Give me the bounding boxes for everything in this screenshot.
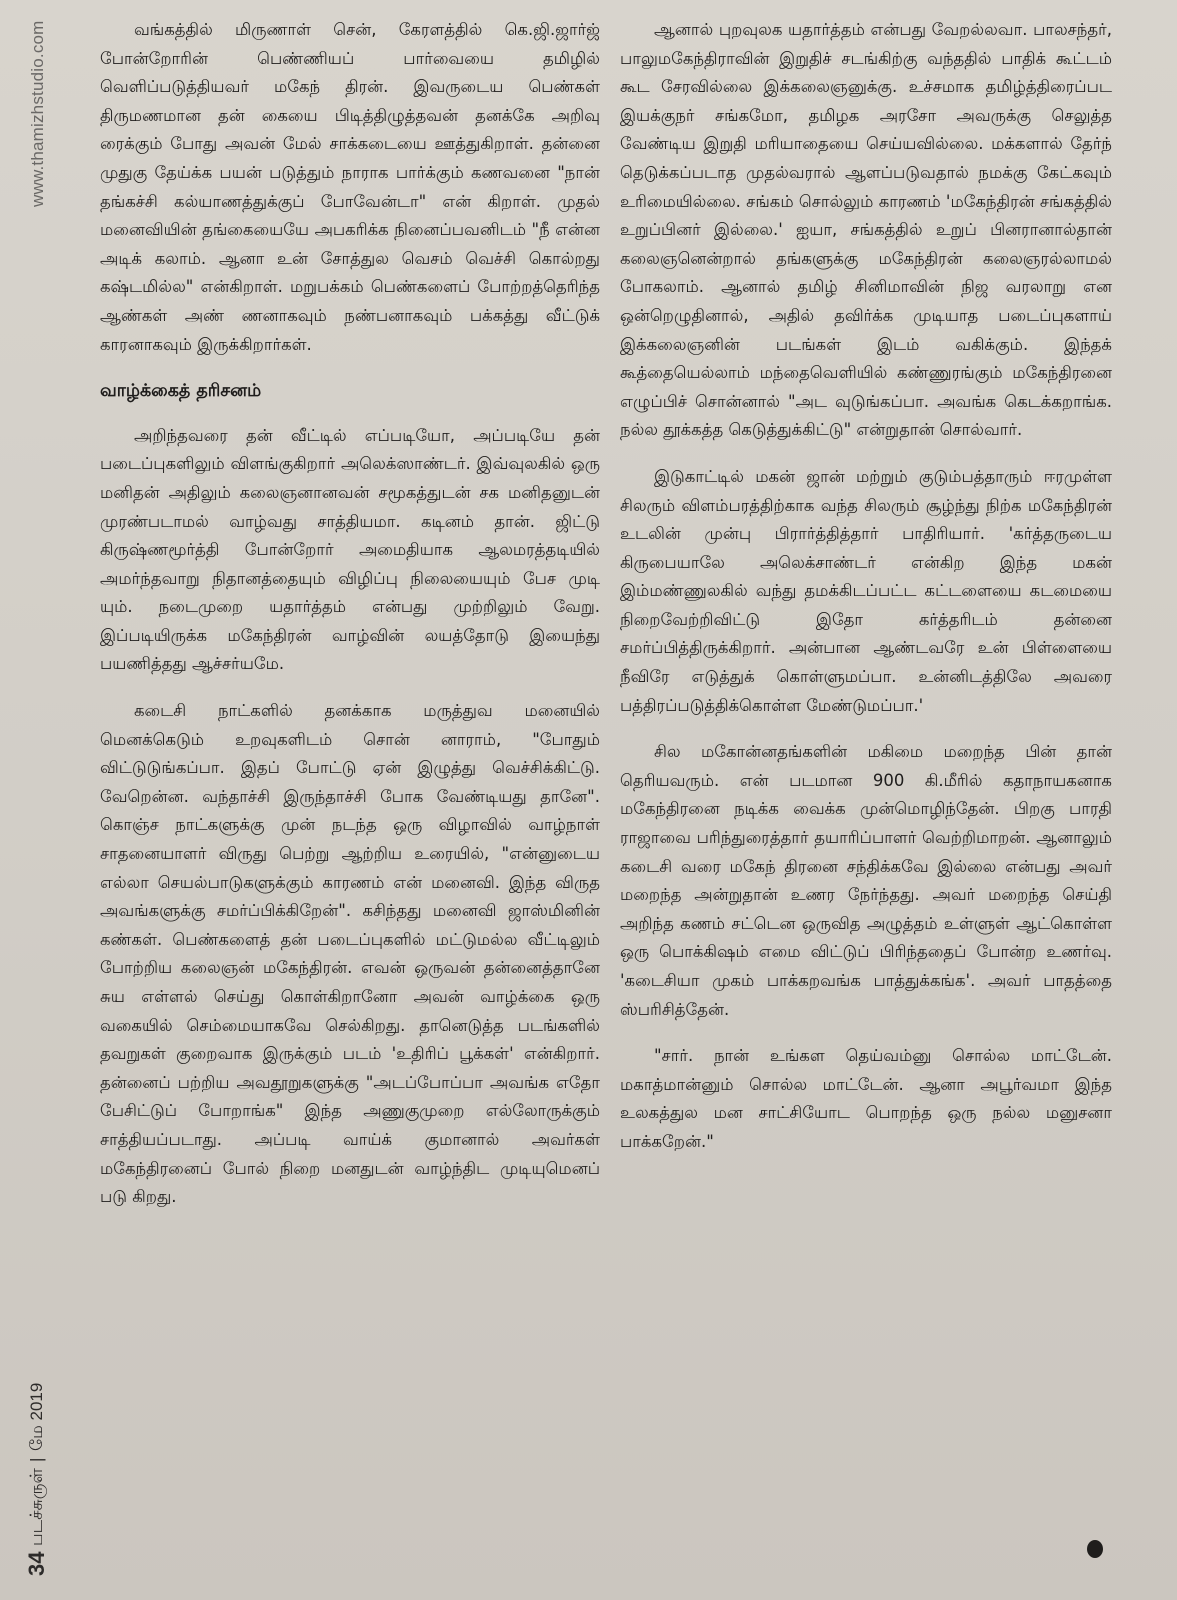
magazine-name: படச்சுருள் (27, 1467, 46, 1546)
page-footer (24, 1383, 50, 1576)
end-bullet-icon (1087, 1540, 1103, 1558)
right-paragraph-4: "சார். நான் உங்கள தெய்வம்னு சொல்ல மாட்டேன். மகாத்மான்னும் சொல்ல மாட்டேன். ஆனா அபூர்வமா இந்த உலகத்துல மன சாட்சியோட பொறந்த ஒரு நல்ல மனுசனா பாக்கறேன்." (620, 1046, 1112, 1151)
right-column (620, 16, 1112, 1572)
right-paragraph-2: இடுகாட்டில் மகன் ஜான் மற்றும் குடும்பத்தாரும் ஈரமுள்ள சிலரும் விளம்பரத்திற்காக வந்த சிலரும் சூழ்ந்து நிற்க மகேந்திரன் உடலின் முன்பு பிரார்த்தித்தார் பாதிரியார். 'கர்த்தருடைய கிருபையாலே அலெக்சாண்டர் என்கிற இந்த மகன் இம்மண்ணுலகில் வந்து தமக்கிடப்பட்ட கட்டளையை கடமையை நிறைவேற்றிவிட்டு இதோ கர்த்தரிடம் தன்னை சமர்ப்பித்திருக்கிறார். அன்பான ஆண்டவரே உன் பிள்ளையை நீவிரே எடுத்துக் கொள்ளுமப்பா. உன்னிடத்திலே அவரை பத்திரப்படுத்திக்கொள்ள மேண்டுமப்பா.' (620, 466, 1112, 715)
right-paragraph-1: ஆனால் புறவுலக யதார்த்தம் என்பது வேறல்லவா. பாலசந்தர், பாலுமகேந்திராவின் இறுதிச் சடங்கிற்கு வந்ததில் பாதிக் கூட்டம் கூட சேரவில்லை இக்கலைஞனுக்கு. உச்சமாக தமிழ்த்திரைப்பட இயக்குநர் சங்கமோ, தமிழக அரசோ அவருக்கு செலுத்த வேண்டிய இறுதி மரியாதையை செய்யவில்லை. மக்களால் தேர்ந் தெடுக்கப்படாத முதல்வரால் ஆளப்படுவதால் நமக்கு கேட்கவும் உரிமையில்லை. சங்கம் சொல்லும் காரணம் 'மகேந்திரன் சங்கத்தில் உறுப்பினர் இல்லை.' ஐயா, சங்கத்தில் உறுப் பினரானால்தான் கலைஞனென்றால் தங்களுக்கு மகேந்திரன் கலைஞரல்லாமல் போகலாம். ஆனால் தமிழ் சினிமாவின் நிஜ வரலாறு என ஒன்றெழுதினால், அதில் தவிர்க்க முடியாத படைப்புகளாய் இக்கலைஞனின் படங்கள் இடம் வகிக்கும். இந்தக் கூத்தையெல்லாம் மந்தைவெளியில் கண்ணுரங்கும் மகேந்திரனை எழுப்பிச் சொன்னால் "அட வுடுங்கப்பா. அவங்க கெடக்கறாங்க. நல்ல தூக்கத்த கெடுத்துக்கிட்டு" என்றுதான் சொல்வார். (620, 20, 1112, 440)
right-paragraph-3: சில மகோன்னதங்களின் மகிமை மறைந்த பின் தான் தெரியவரும். என் படமான 900 கி.மீரில் கதாநாயகனாக மகேந்திரனை நடிக்க வைக்க முன்மொழிந்தேன். பிறகு பாரதி ராஜாவை பரிந்துரைத்தார் தயாரிப்பாளர் வெற்றிமாறன். ஆனாலும் கடைசி வரை மகேந் திரனை சந்திக்கவே இல்லை என்பது அவர் மறைந்த அன்றுதான் உணர நேர்ந்தது. அவர் மறைந்த செய்தி அறிந்த கணம் சட்டென ஒருவித அழுத்தம் உள்ளுள் ஆட்கொள்ள ஒரு பொக்கிஷம் எமை விட்டுப் பிரிந்ததைப் போன்ற உணர்வு. 'கடைசியா முகம் பாக்கறவங்க பாத்துக்கங்க'. அவர் பாதத்தை ஸ்பரிசித்தேன். (620, 742, 1112, 1019)
left-paragraph-1: வங்கத்தில் மிருணாள் சென், கேரளத்தில் கெ.ஜி.ஜார்ஜ் போன்றோரின் பெண்ணியப் பார்வையை தமிழில் வெளிப்படுத்தியவர் மகேந் திரன். இவருடைய பெண்கள் திருமணமான தன் கையை பிடித்திழுத்தவன் தனக்கே அறிவு ரைக்கும் போது அவன் மேல் சாக்கடையை ஊத்துகிறாள். தன்னை முதுகு தேய்க்க பயன் படுத்தும் நாராக பார்க்கும் கணவனை "நான் தங்கச்சி கல்யாணத்துக்குப் போவேன்டா" என் கிறாள். முதல் மனைவியின் தங்கையையே அபகரிக்க நினைப்பவனிடம் "நீ என்ன அடிக் கலாம். ஆனா உன் சோத்துல வெசம் வெச்சி கொல்றது கஷ்டமில்ல" என்கிறாள். மறுபக்கம் பெண்களைப் போற்றத்தெரிந்த ஆண்கள் அண் ணனாகவும் நண்பனாகவும் பக்கத்து வீட்டுக் காரனாகவும் இருக்கிறார்கள். (100, 20, 600, 354)
page-number: 34 (24, 1551, 49, 1576)
left-column (100, 16, 600, 1572)
footer-separator: | (27, 1457, 46, 1462)
issue-date: மே 2019 (27, 1383, 46, 1452)
left-paragraph-3: கடைசி நாட்களில் தனக்காக மருத்துவ மனையில் மெனக்கெடும் உறவுகளிடம் சொன் னாராம், "போதும் விட்டுடுங்கப்பா. இதப் போட்டு ஏன் இழுத்து வெச்சிக்கிட்டு. வேறென்ன. வந்தாச்சி இருந்தாச்சி போக வேண்டியது தானே". கொஞ்ச நாட்களுக்கு முன் நடந்த ஒரு விழாவில் வாழ்நாள் சாதனையாளர் விருது பெற்று ஆற்றிய உரையில், "என்னுடைய எல்லா செயல்பாடுகளுக்கும் காரணம் என் மனைவி. இந்த விருத அவங்களுக்கு சமர்ப்பிக்கிறேன்". கசிந்தது மனைவி ஜாஸ்மினின் கண்கள். பெண்களைத் தன் படைப்புகளில் மட்டுமல்ல வீட்டிலும் போற்றிய கலைஞன் மகேந்திரன். எவன் ஒருவன் தன்னைத்தானே சுய எள்ளல் செய்து கொள்கிறானோ அவன் வாழ்க்கை ஒரு வகையில் செம்மையாகவே செல்கிறது. தானெடுத்த படங்களில் தவறுகள் குறைவாக இருக்கும் படம் 'உதிரிப் பூக்கள்' என்கிறார். தன்னைப் பற்றிய அவதூறுகளுக்கு "அடப்போப்பா அவங்க எதோ பேசிட்டுப் போறாங்க" இந்த அணுகுமுறை எல்லோருக்கும் சாத்தியப்படாது. அப்படி வாய்க் குமானால் அவர்கள் மகேந்திரனைப் போல் நிறை மனதுடன் வாழ்ந்திட முடியுமெனப் படு கிறது. (100, 701, 600, 1207)
website-url: www.thamizhstudio.com (28, 20, 47, 207)
left-paragraph-2: அறிந்தவரை தன் வீட்டில் எப்படியோ, அப்படியே தன் படைப்புகளிலும் விளங்குகிறார் அலெக்ஸாண்டர். இவ்வுலகில் ஒரு மனிதன் அதிலும் கலைஞனானவன் சமூகத்துடன் சக மனிதனுடன் முரண்படாமல் வாழ்வது சாத்தியமா. கடினம் தான். ஜிட்டு கிருஷ்ணமூர்த்தி போன்றோர் அமைதியாக ஆலமரத்தடியில் அமர்ந்தவாறு நிதானத்தையும் விழிப்பு நிலையையும் பேச முடி யும். நடைமுறை யதார்த்தம் என்பது முற்றிலும் வேறு. இப்படியிருக்க மகேந்திரன் வாழ்வின் லயத்தோடு இயைந்து பயணித்தது ஆச்சர்யமே. (100, 425, 600, 674)
section-heading: வாழ்க்கைத் தரிசனம் (100, 381, 262, 402)
